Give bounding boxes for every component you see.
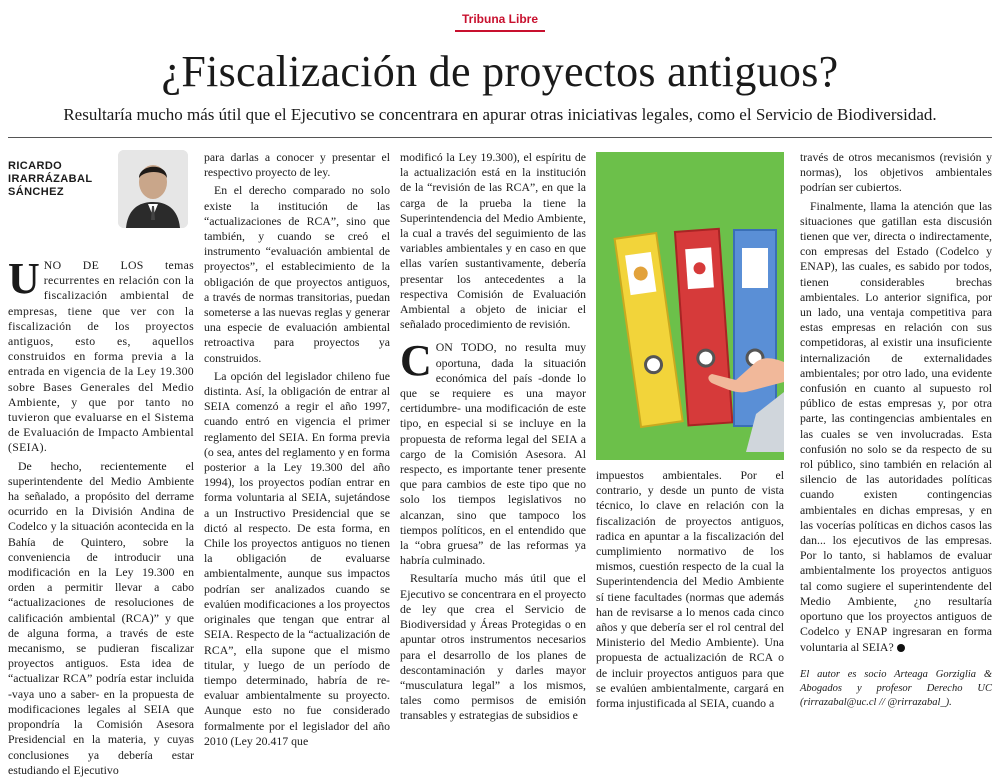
paragraph: En el derecho comparado no solo existe la institución de las “actualizaciones de RCA”, sino que también, y cuando se creó el instrumento “evaluación ambiental de proyectos”, el establecimiento de la obligación de que proyectos antiguos, a través de normas transitorias, puedan someterse a las nuevas reglas y generar una especie de evaluación ambiental retroactiva para proyectos ya construidos.: [204, 183, 390, 365]
column-4: [596, 468, 784, 714]
section-label: Tribuna Libre: [455, 8, 545, 32]
author-note: El autor es socio Arteaga Gorziglia & Abogados y profesor Derecho UC (rirrazabal@uc.cl // @rirrazabal_).: [800, 669, 992, 708]
paragraph: través de otros mecanismos (revisión y normas), los objetivos ambientales podrían ser cubiertos.: [800, 150, 992, 195]
dropcap-c: C: [400, 336, 432, 386]
paragraph: modificó la Ley 19.300), el espíritu de la actualización está en la institución de la “revisión de las RCA”, en que la carga de la prueba la tiene la Superintendencia del Medio Ambiente, la cual a través del seguimiento de las variables ambientales y en caso en que ellas varíen sustantivamente, debería presentar los antecedentes a la respectiva Comisión de Evaluación Ambiental a objeto de iniciar el señalado procedimiento de revisión.: [400, 150, 586, 332]
author-second-last-name: SÁNCHEZ: [8, 186, 64, 198]
end-mark-icon: [897, 644, 905, 652]
header-rule: [8, 137, 992, 138]
column-1: [8, 254, 194, 781]
column-2: [204, 150, 390, 752]
binders-illustration: [596, 152, 784, 460]
paragraph: impuestos ambientales. Por el contrario, y desde un punto de vista técnico, lo clave en relación con la fiscalización de proyectos antiguos, radica en apuntar a la fiscalización del cumplimiento normativo de los mismos, cuestión respecto de la cual la Superintendencia del Medio Ambiente sí tiene facultades (normas que además han de revisarse a lo menos cada cinco años y que debería ser el rol central del Ministerio del Medio Ambiente). Una propuesta de actualización de RCA o de incluir proyectos antiguos para que se evalúen ambientalmente, cargará en forma injustificada al SEIA, cuando a: [596, 468, 784, 711]
author-byline: [8, 160, 118, 199]
author-avatar: [118, 150, 188, 228]
paragraph: De hecho, recientemente el superintendente del Medio Ambiente ha señalado, a propósito del derrame ocurrido en la División Andina de Codelco y la situación acontecida en la Bahía de Quintero, sobre la conveniencia de introducir una modificación en la Ley 19.300 en orden a permitir llevar a cabo “actualizaciones de resoluciones de calificación ambiental (RCA)” y que de alguna forma, a través de este mecanismo, se pudieran fiscalizar proyectos antiguos. Esta idea de “actualizar RCA” podría estar incluida -vaya uno a saber- en la propuesta de modificaciones legales al SEIA que propondría la Comisión Asesora Presidencial en la materia, y cuyas conclusiones ya debería estar estudiando el Ejecutivo: [8, 458, 194, 777]
author-first-name: RICARDO: [8, 160, 63, 172]
paragraph-closing: Finalmente, llama la atención que las situaciones que gatillan esta discusión tienen que ver, directa o indirectamente, con empresas del Estado (Codelco y ENAP), las cuales, es sabido por todos, tienen considerables brechas ambientales. Lo anterior significa, por un lado, una ventaja competitiva para estas empresas en relación con sus competidoras, al existir una insuficiente internalización de externalidades ambientales; por otro lado, una evidente confusión en cuanto al supuesto rol público de estas empresas y, por otra parte, las contingencias ambientales en las cuales se ven involucradas. Esta confusión no solo se da respecto de su rol público, sino también en relación al silencio de las autoridades políticas cuando existen contingencias ambientales en dichas empresas, y en las vocerías políticas en dichos casos las dan... los ejecutivos de las empresas. Por lo tanto, si hablamos de evaluar ambientalmente los proyectos antiguos tal como sugiere el superintendente del Medio Ambiente, ¿no resultaría oportuno que los proyectos antiguos de Codelco y ENAP ingresaran en forma voluntaria al SEIA?: [800, 198, 992, 654]
paragraph: para darlas a conocer y presentar el respectivo proyecto de ley.: [204, 150, 390, 180]
dropcap-u: U: [8, 254, 40, 303]
paragraph-lead: UNO DE LOS temas recurrentes en relación con la fiscalización ambiental de empresas, tiene que ver con la fiscalización de los proyectos antiguos, esto es, aquellos construidos en forma previa a la entrada en vigencia de la Ley 19.300 sobre Bases Generales del Medio Ambiente, y que por tanto no tuvieron que evaluarse en el Sistema de Evaluación de Impacto Ambiental (SEIA).: [8, 254, 194, 455]
paragraph: La opción del legislador chileno fue distinta. Así, la obligación de entrar al SEIA comenzó a regir el año 1997, cuando entró en vigencia el primer reglamento del SEIA. En forma previa (o sea, antes del reglamento y en forma posterior a la Ley 19.300 del año 1994), los proyectos podían entrar en forma voluntaria al SEIA, sujetándose a un Instructivo Presidencial que se dictó al respecto. De esta forma, en Chile los proyectos antiguos no tienen la obligación de evaluarse ambientalmente, aunque sus impactos podrían ser analizados cuando se evalúen modificaciones a los proyectos originales que tengan que entrar al SEIA. Respecto de la “actualización de RCA”, ella supone que el mismo titular, y luego de un período de tiempo determinado, habría de re-evaluar ambientalmente su proyecto. Aunque esto no fue considerado formalmente por el legislador del año 2010 (Ley 20.417 que: [204, 368, 390, 748]
paragraph-section-start: CON TODO, no resulta muy oportuna, dada la situación económica del país -donde lo que se requiere es una mayor certidumbre- una modificación de este tipo, en especial si se incluye en la propuesta de reforma legal del SEIA a cargo de la Comisión Asesora. Al respecto, es importante tener presente que para cambios de este tipo que no solo los tiempos legislativos no alcanzan, sino que tampoco los tiempos políticos, en el entendido que la “obra gruesa” de las reformas ya habría culminado.: [400, 336, 586, 568]
deck-subtitle: Resultaría mucho más útil que el Ejecutivo se concentrara en apurar otras iniciativas legales, como el Servicio de Biodiversidad.: [63, 105, 937, 124]
paragraph: Resultaría mucho más útil que el Ejecutivo se concentrara en el proyecto de ley que crea el Servicio de Biodiversidad y Áreas Protegidas o en apuntar otros instrumentos necesarios para el desarrollo de los planes de descontaminación y darles mayor “musculatura legal” a los mismos, tales como permisos de emisión transables y estrategias de subsidios e: [400, 571, 586, 723]
headline: ¿Fiscalización de proyectos antiguos?: [161, 47, 839, 96]
column-5: [800, 150, 992, 658]
author-last-name: IRARRÁZABAL: [8, 173, 93, 185]
column-3: [400, 150, 586, 727]
